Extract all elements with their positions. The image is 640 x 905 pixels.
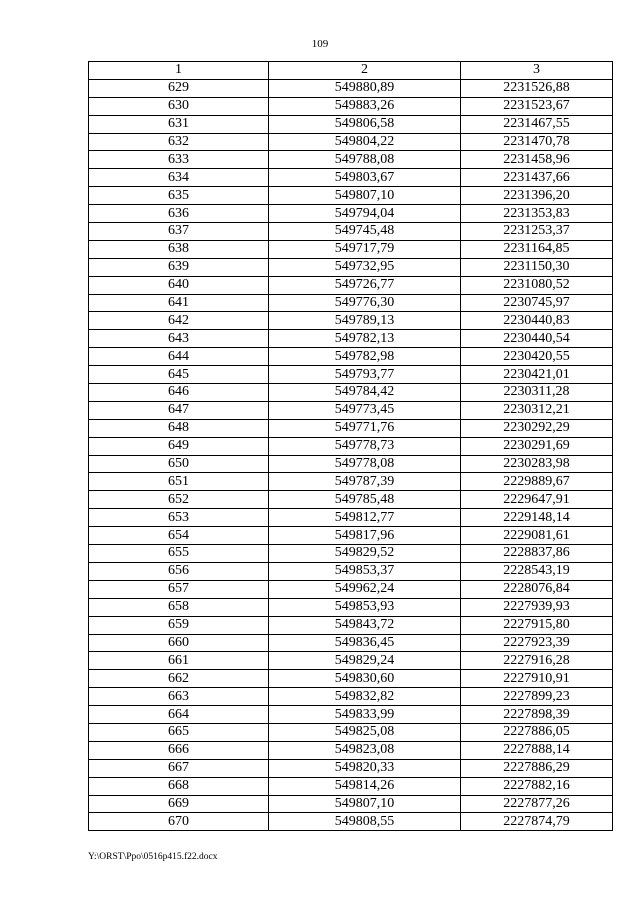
table-row [89, 97, 613, 115]
table-row [89, 795, 613, 813]
table-row [89, 223, 613, 241]
x-coordinate-cell: 549825,08 [269, 723, 461, 741]
y-coordinate-cell: 2231164,85 [461, 240, 613, 258]
point-number-cell: 632 [89, 133, 269, 151]
table-row [89, 473, 613, 491]
point-number-cell: 639 [89, 258, 269, 276]
y-coordinate-cell: 2227939,93 [461, 598, 613, 616]
table-row [89, 330, 613, 348]
point-number-cell: 629 [89, 79, 269, 97]
x-coordinate-cell: 549807,10 [269, 187, 461, 205]
table-row [89, 491, 613, 509]
x-coordinate-cell: 549853,93 [269, 598, 461, 616]
x-coordinate-cell: 549778,08 [269, 455, 461, 473]
y-coordinate-cell: 2230283,98 [461, 455, 613, 473]
y-coordinate-cell: 2229081,61 [461, 527, 613, 545]
point-number-cell: 655 [89, 545, 269, 563]
table-row [89, 652, 613, 670]
x-coordinate-cell: 549732,95 [269, 258, 461, 276]
x-coordinate-cell: 549782,13 [269, 330, 461, 348]
x-coordinate-cell: 549793,77 [269, 366, 461, 384]
x-coordinate-cell: 549776,30 [269, 294, 461, 312]
point-number-cell: 633 [89, 151, 269, 169]
point-number-cell: 644 [89, 348, 269, 366]
table-row [89, 706, 613, 724]
x-coordinate-cell: 549726,77 [269, 276, 461, 294]
column-header-2: 2 [269, 62, 461, 80]
point-number-cell: 648 [89, 419, 269, 437]
x-coordinate-cell: 549794,04 [269, 205, 461, 223]
table-row [89, 151, 613, 169]
point-number-cell: 653 [89, 509, 269, 527]
table-row [89, 401, 613, 419]
y-coordinate-cell: 2231470,78 [461, 133, 613, 151]
x-coordinate-cell: 549717,79 [269, 240, 461, 258]
table-row [89, 580, 613, 598]
table-row [89, 562, 613, 580]
y-coordinate-cell: 2230312,21 [461, 401, 613, 419]
x-coordinate-cell: 549829,52 [269, 545, 461, 563]
table-row [89, 634, 613, 652]
table-row [89, 670, 613, 688]
x-coordinate-cell: 549778,73 [269, 437, 461, 455]
y-coordinate-cell: 2229647,91 [461, 491, 613, 509]
table-row [89, 545, 613, 563]
point-number-cell: 637 [89, 223, 269, 241]
x-coordinate-cell: 549832,82 [269, 688, 461, 706]
table-row [89, 455, 613, 473]
x-coordinate-cell: 549806,58 [269, 115, 461, 133]
point-number-cell: 656 [89, 562, 269, 580]
table-header-row [89, 62, 613, 80]
x-coordinate-cell: 549812,77 [269, 509, 461, 527]
x-coordinate-cell: 549962,24 [269, 580, 461, 598]
y-coordinate-cell: 2231253,37 [461, 223, 613, 241]
table-row [89, 509, 613, 527]
x-coordinate-cell: 549830,60 [269, 670, 461, 688]
column-header-1: 1 [89, 62, 269, 80]
table-row [89, 79, 613, 97]
y-coordinate-cell: 2231080,52 [461, 276, 613, 294]
point-number-cell: 645 [89, 366, 269, 384]
point-number-cell: 635 [89, 187, 269, 205]
y-coordinate-cell: 2227882,16 [461, 777, 613, 795]
y-coordinate-cell: 2230292,29 [461, 419, 613, 437]
y-coordinate-cell: 2227899,23 [461, 688, 613, 706]
y-coordinate-cell: 2230311,28 [461, 384, 613, 402]
y-coordinate-cell: 2227874,79 [461, 813, 613, 831]
point-number-cell: 640 [89, 276, 269, 294]
page-number: 109 [311, 38, 329, 50]
x-coordinate-cell: 549782,98 [269, 348, 461, 366]
table-row [89, 723, 613, 741]
table-row [89, 312, 613, 330]
point-number-cell: 661 [89, 652, 269, 670]
y-coordinate-cell: 2230420,55 [461, 348, 613, 366]
y-coordinate-cell: 2230440,54 [461, 330, 613, 348]
table-row [89, 598, 613, 616]
point-number-cell: 666 [89, 741, 269, 759]
x-coordinate-cell: 549773,45 [269, 401, 461, 419]
y-coordinate-cell: 2228837,86 [461, 545, 613, 563]
point-number-cell: 669 [89, 795, 269, 813]
y-coordinate-cell: 2227910,91 [461, 670, 613, 688]
table-row [89, 240, 613, 258]
table-row [89, 813, 613, 831]
x-coordinate-cell: 549817,96 [269, 527, 461, 545]
point-number-cell: 647 [89, 401, 269, 419]
point-number-cell: 650 [89, 455, 269, 473]
table-row [89, 777, 613, 795]
table-row [89, 419, 613, 437]
y-coordinate-cell: 2228543,19 [461, 562, 613, 580]
point-number-cell: 630 [89, 97, 269, 115]
table-row [89, 133, 613, 151]
y-coordinate-cell: 2229889,67 [461, 473, 613, 491]
point-number-cell: 652 [89, 491, 269, 509]
y-coordinate-cell: 2231150,30 [461, 258, 613, 276]
x-coordinate-cell: 549804,22 [269, 133, 461, 151]
y-coordinate-cell: 2231523,67 [461, 97, 613, 115]
x-coordinate-cell: 549787,39 [269, 473, 461, 491]
table-row [89, 741, 613, 759]
y-coordinate-cell: 2230421,01 [461, 366, 613, 384]
point-number-cell: 651 [89, 473, 269, 491]
point-number-cell: 667 [89, 759, 269, 777]
x-coordinate-cell: 549803,67 [269, 169, 461, 187]
x-coordinate-cell: 549833,99 [269, 706, 461, 724]
table-row [89, 688, 613, 706]
x-coordinate-cell: 549785,48 [269, 491, 461, 509]
point-number-cell: 654 [89, 527, 269, 545]
x-coordinate-cell: 549814,26 [269, 777, 461, 795]
point-number-cell: 642 [89, 312, 269, 330]
coordinates-table [88, 61, 613, 831]
document-file-path: Y:\ORST\Ppo\0516p415.f22.docx [88, 852, 218, 862]
y-coordinate-cell: 2227898,39 [461, 706, 613, 724]
x-coordinate-cell: 549784,42 [269, 384, 461, 402]
column-header-3: 3 [461, 62, 613, 80]
y-coordinate-cell: 2230291,69 [461, 437, 613, 455]
table-row [89, 527, 613, 545]
point-number-cell: 665 [89, 723, 269, 741]
y-coordinate-cell: 2227888,14 [461, 741, 613, 759]
point-number-cell: 659 [89, 616, 269, 634]
x-coordinate-cell: 549788,08 [269, 151, 461, 169]
point-number-cell: 668 [89, 777, 269, 795]
y-coordinate-cell: 2231467,55 [461, 115, 613, 133]
table-row [89, 366, 613, 384]
y-coordinate-cell: 2231526,88 [461, 79, 613, 97]
point-number-cell: 670 [89, 813, 269, 831]
y-coordinate-cell: 2230440,83 [461, 312, 613, 330]
y-coordinate-cell: 2228076,84 [461, 580, 613, 598]
x-coordinate-cell: 549820,33 [269, 759, 461, 777]
point-number-cell: 663 [89, 688, 269, 706]
x-coordinate-cell: 549883,26 [269, 97, 461, 115]
point-number-cell: 664 [89, 706, 269, 724]
x-coordinate-cell: 549771,76 [269, 419, 461, 437]
point-number-cell: 631 [89, 115, 269, 133]
table-row [89, 187, 613, 205]
x-coordinate-cell: 549745,48 [269, 223, 461, 241]
y-coordinate-cell: 2230745,97 [461, 294, 613, 312]
x-coordinate-cell: 549843,72 [269, 616, 461, 634]
table-row [89, 258, 613, 276]
table-row [89, 205, 613, 223]
point-number-cell: 658 [89, 598, 269, 616]
table-row [89, 437, 613, 455]
x-coordinate-cell: 549823,08 [269, 741, 461, 759]
point-number-cell: 660 [89, 634, 269, 652]
point-number-cell: 649 [89, 437, 269, 455]
point-number-cell: 657 [89, 580, 269, 598]
table-row [89, 348, 613, 366]
table-row [89, 276, 613, 294]
x-coordinate-cell: 549880,89 [269, 79, 461, 97]
point-number-cell: 636 [89, 205, 269, 223]
table-row [89, 759, 613, 777]
table-row [89, 294, 613, 312]
y-coordinate-cell: 2231458,96 [461, 151, 613, 169]
x-coordinate-cell: 549808,55 [269, 813, 461, 831]
y-coordinate-cell: 2227886,05 [461, 723, 613, 741]
table-row [89, 115, 613, 133]
y-coordinate-cell: 2231396,20 [461, 187, 613, 205]
x-coordinate-cell: 549829,24 [269, 652, 461, 670]
y-coordinate-cell: 2227915,80 [461, 616, 613, 634]
table-row [89, 384, 613, 402]
table-row [89, 169, 613, 187]
table-row [89, 616, 613, 634]
point-number-cell: 634 [89, 169, 269, 187]
y-coordinate-cell: 2231353,83 [461, 205, 613, 223]
x-coordinate-cell: 549789,13 [269, 312, 461, 330]
y-coordinate-cell: 2229148,14 [461, 509, 613, 527]
x-coordinate-cell: 549836,45 [269, 634, 461, 652]
point-number-cell: 643 [89, 330, 269, 348]
y-coordinate-cell: 2227877,26 [461, 795, 613, 813]
point-number-cell: 662 [89, 670, 269, 688]
x-coordinate-cell: 549807,10 [269, 795, 461, 813]
point-number-cell: 638 [89, 240, 269, 258]
y-coordinate-cell: 2231437,66 [461, 169, 613, 187]
y-coordinate-cell: 2227923,39 [461, 634, 613, 652]
point-number-cell: 646 [89, 384, 269, 402]
y-coordinate-cell: 2227886,29 [461, 759, 613, 777]
x-coordinate-cell: 549853,37 [269, 562, 461, 580]
y-coordinate-cell: 2227916,28 [461, 652, 613, 670]
point-number-cell: 641 [89, 294, 269, 312]
